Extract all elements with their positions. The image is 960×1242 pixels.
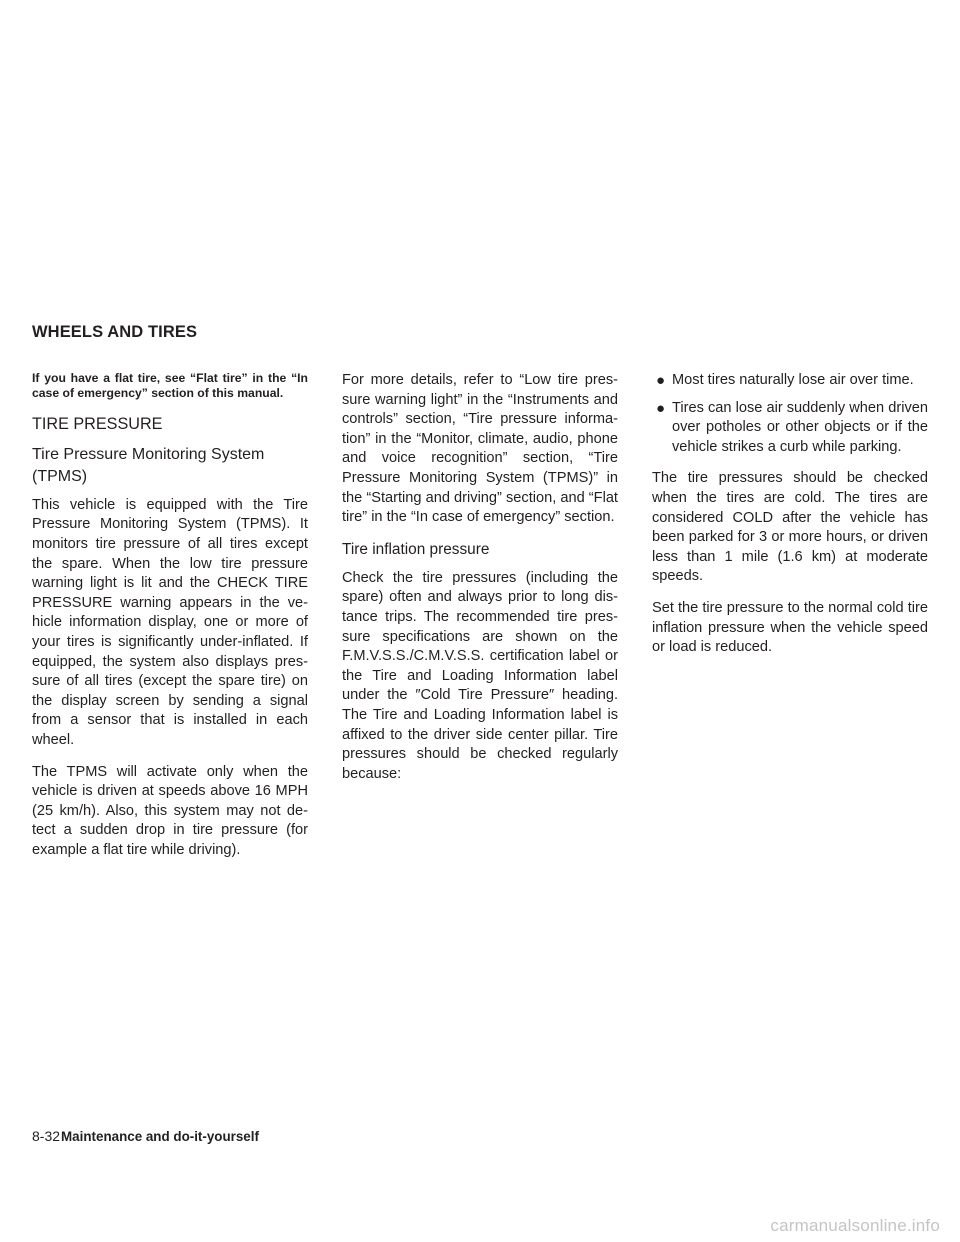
page-footer xyxy=(32,1128,259,1144)
set-pressure-paragraph: Set the tire pressure to the normal cold tire inflation pressure when the vehicle speed or load is reduced. xyxy=(652,599,928,656)
list-item-text: Most tires naturally lose air over time. xyxy=(672,372,914,388)
reasons-list xyxy=(652,371,928,457)
section-header: WHEELS AND TIRES xyxy=(32,323,198,341)
column-3 xyxy=(652,371,928,670)
watermark: carmanualsonline.info xyxy=(770,1216,940,1235)
heading-tire-pressure: TIRE PRESSURE xyxy=(32,414,163,433)
flat-tire-notice: If you have a flat tire, see “Flat tire” in the “In case of emergency” section of this manual. xyxy=(32,371,308,401)
check-pressure-paragraph: Check the tire pressures (including the spare) often and always prior to long dis-tance trips. The recommended tire pres-sure specifications are shown on the F.M.V.S.S./C.M.V.S.S. certification label or the Tire and Loading Information label under the ″Cold Tire Pressure″ heading. The Tire and Loading Information label is affixed to the driver side center pillar. Tire pressures should be checked regularly because: xyxy=(342,569,618,782)
column-2 xyxy=(342,371,618,796)
tpms-activation: The TPMS will activate only when the vehicle is driven at speeds above 16 MPH (25 km/h). Also, this system may not de-tect a sudden drop in tire pressure (for example a flat tire while driving). xyxy=(32,763,308,858)
bullet-icon: ● xyxy=(656,372,666,389)
list-item xyxy=(652,371,928,391)
tpms-description: This vehicle is equipped with the Tire Pressure Monitoring System (TPMS). It monitors tire pressure of all tires except the spare. When the low tire pressure warning light is lit and the CHECK TIRE PRESSURE warning appears in the ve-hicle information display, one or more of your tires is significantly under-inflated. If equipped, the system also displays pres-sure of all tires (except the spare tire) on the display screen by sending a signal from a sensor that is installed in each wheel. xyxy=(32,496,308,748)
chapter-title: Maintenance and do-it-yourself xyxy=(61,1129,259,1144)
bullet-icon: ● xyxy=(656,399,666,417)
heading-tire-inflation-pressure: Tire inflation pressure xyxy=(342,540,490,558)
cold-tires-paragraph: The tire pressures should be checked when the tires are cold. The tires are considered COLD after the vehicle has been parked for 3 or more hours, or driven less than 1 mile (1.6 km) at moderate speeds. xyxy=(652,470,928,585)
more-details-paragraph: For more details, refer to “Low tire pres-sure warning light” in the “Instruments and controls” section, “Tire pressure informa-tion” in the “Monitor, climate, audio, phone and voice recognition” section, “Tire Pressure Monitoring System (TPMS)” in the “Starting and driving” section, and “Flat tire” in the “In case of emergency” section. xyxy=(342,372,618,526)
column-1 xyxy=(32,371,308,873)
page-number: 8-32 xyxy=(32,1128,61,1144)
list-item xyxy=(652,399,928,458)
heading-tpms: Tire Pressure Monitoring System (TPMS) xyxy=(32,445,265,485)
list-item-text: Tires can lose air suddenly when driven over potholes or other objects or if the vehicle strikes a curb while parking. xyxy=(672,399,928,455)
